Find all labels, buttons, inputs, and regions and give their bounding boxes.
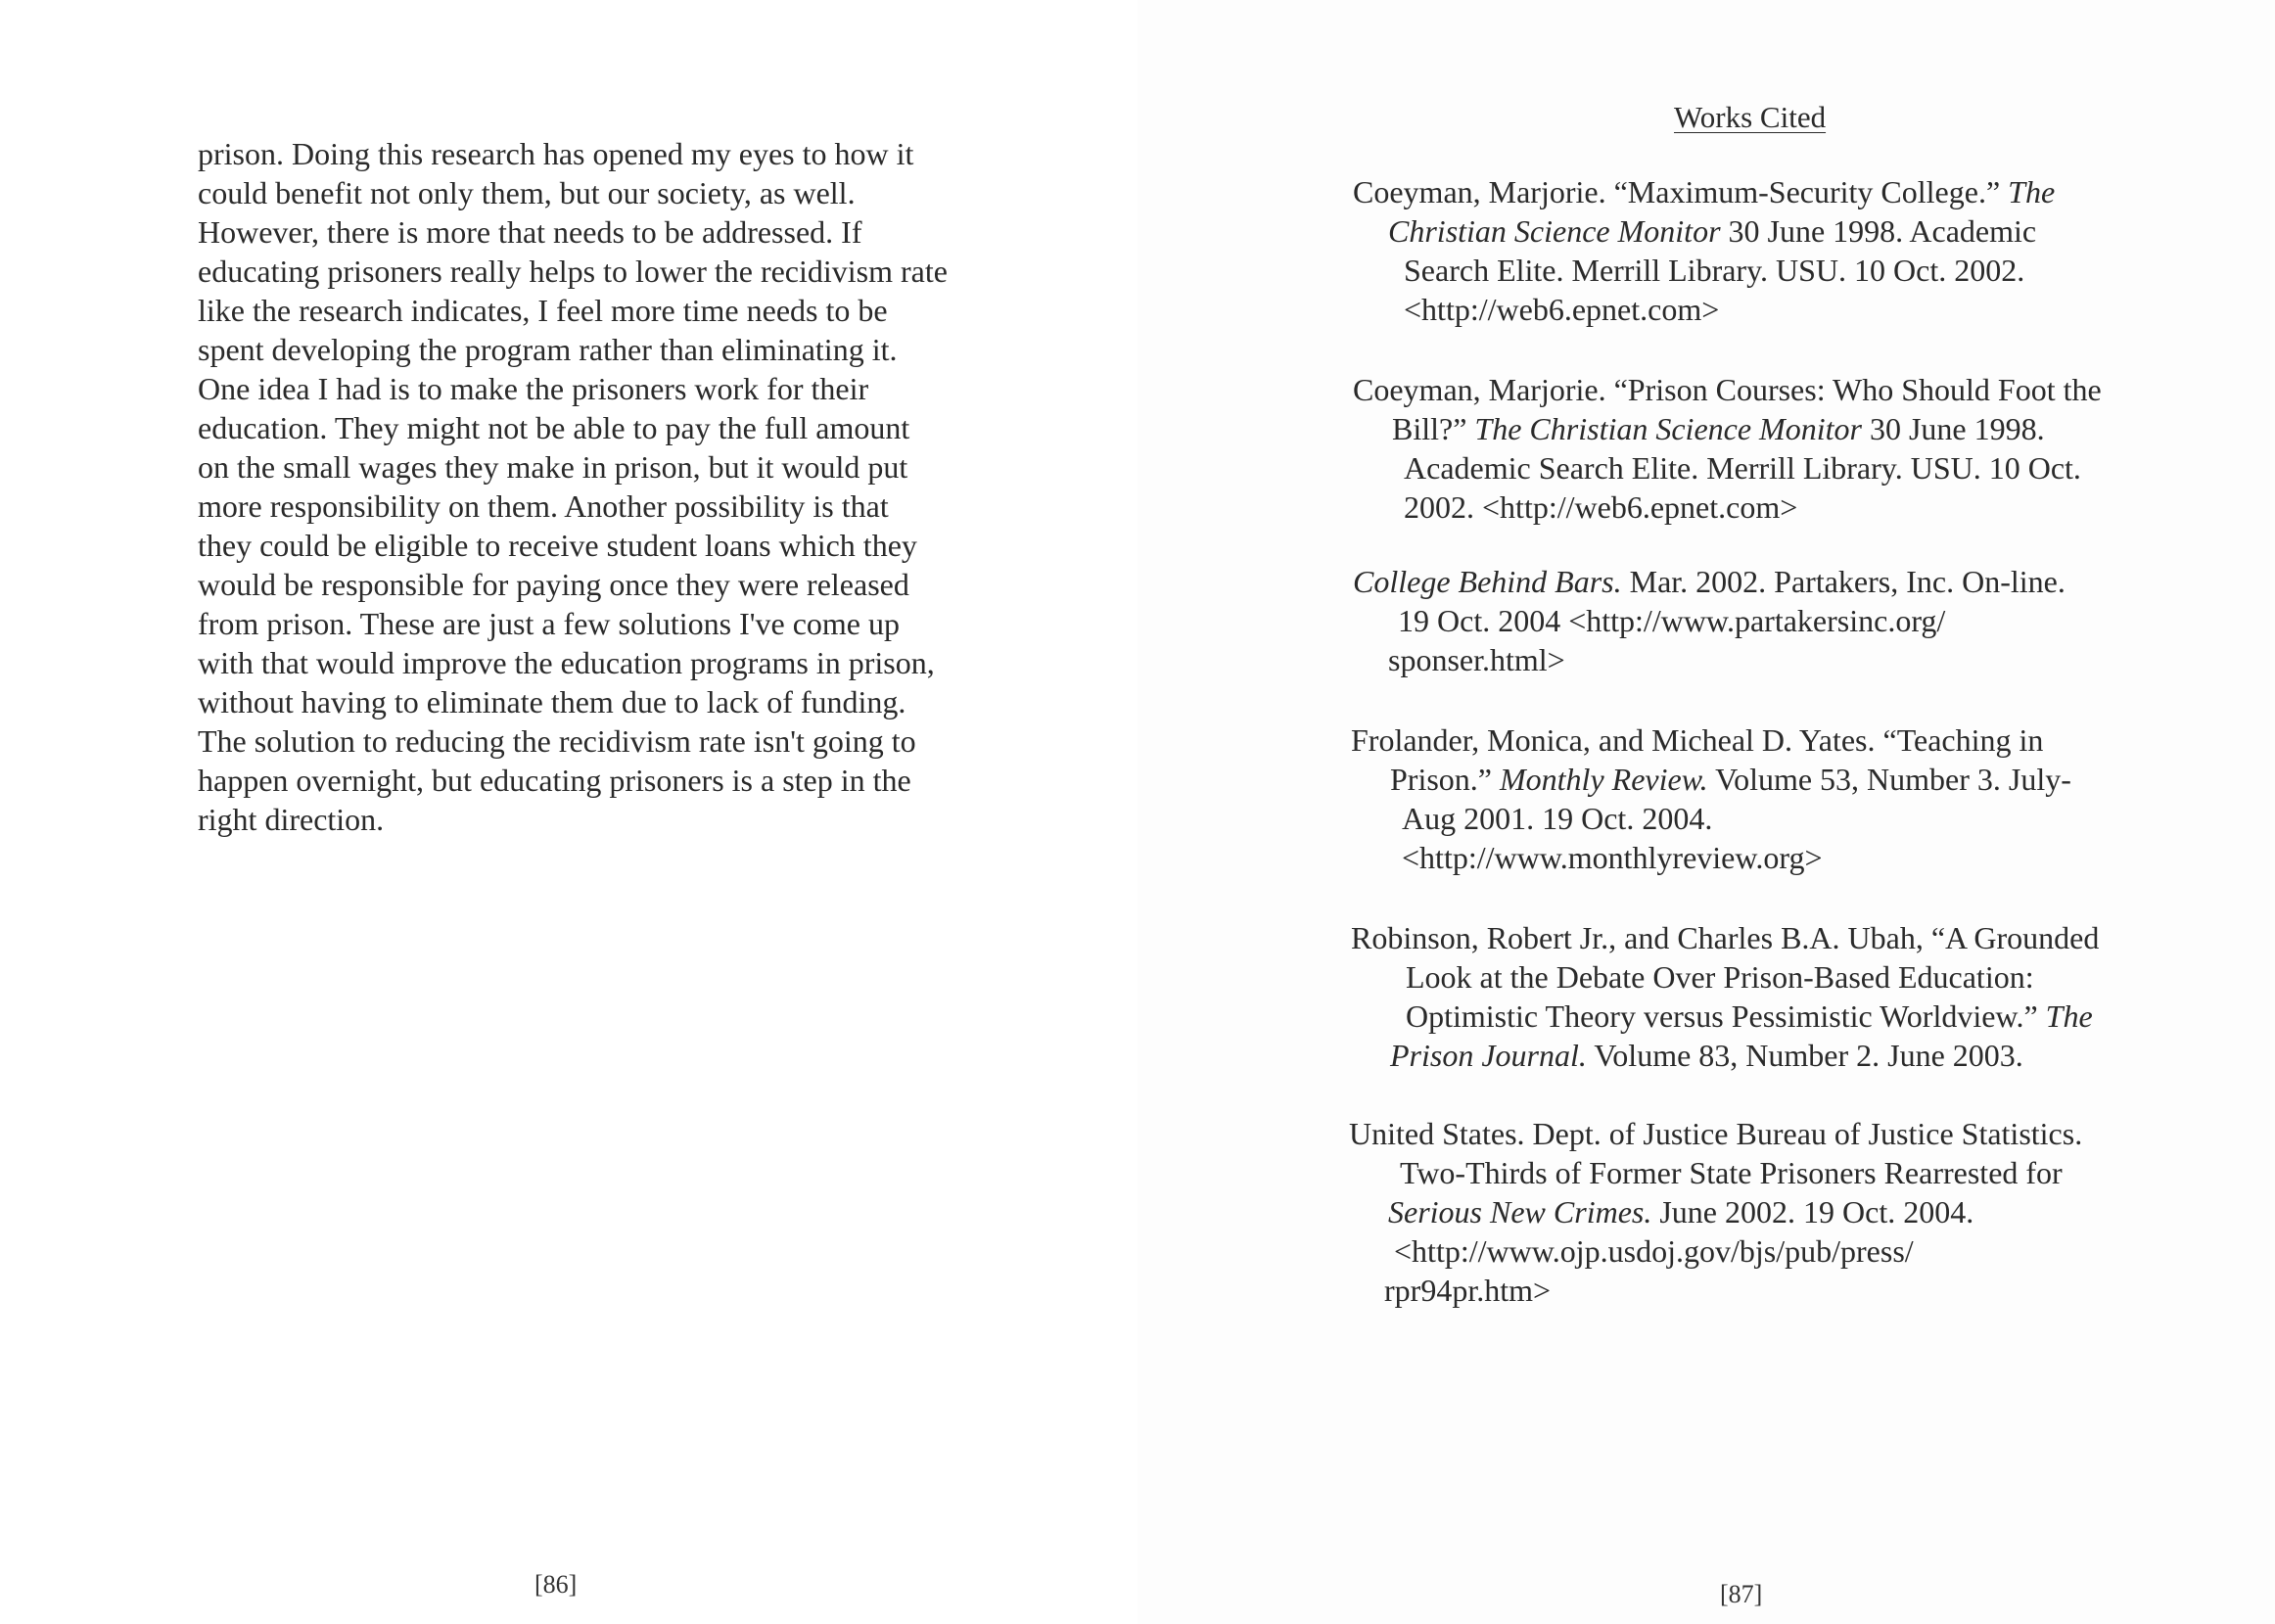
body-line: without having to eliminate them due to lack of funding. [198,684,906,719]
body-line: spent developing the program rather than eliminating it. [198,332,898,367]
citation-entry [1353,562,2066,679]
body-line: more responsibility on them. Another possibility is that [198,488,889,524]
citation-line: <http://web6.epnet.com> [1404,292,1720,327]
citation-line: Christian Science Monitor 30 June 1998. Academic [1388,213,2037,249]
body-line: from prison. These are just a few solutions I've come up [198,606,900,641]
citation-line: Aug 2001. 19 Oct. 2004. [1402,801,1713,836]
citation-line: Bill?” The Christian Science Monitor 30 June 1998. [1392,411,2045,446]
right-page [1138,0,2275,1624]
body-line: education. They might not be able to pay the full amount [198,410,910,445]
citation-line: United States. Dept. of Justice Bureau of Justice Statistics. [1349,1116,2083,1151]
body-line: right direction. [198,802,385,837]
citation-entry [1353,370,2102,527]
body-line: One idea I had is to make the prisoners work for their [198,371,869,406]
citation-line: sponser.html> [1388,642,1565,677]
page-number: [87] [1720,1580,1763,1608]
citation-line: Coeyman, Marjorie. “Maximum-Security College.” The [1353,174,2056,209]
citation-line: Coeyman, Marjorie. “Prison Courses: Who Should Foot the [1353,372,2102,407]
citation-line: Two-Thirds of Former State Prisoners Rearrested for [1400,1155,2063,1190]
citation-line: College Behind Bars. Mar. 2002. Partakers, Inc. On-line. [1353,564,2066,599]
body-line: like the research indicates, I feel more time needs to be [198,293,888,328]
body-line: educating prisoners really helps to lower the recidivism rate [198,254,948,289]
body-line: with that would improve the education programs in prison, [198,645,935,680]
citation-entry [1351,720,2071,877]
citation-line: Optimistic Theory versus Pessimistic Worldview.” The [1406,998,2093,1034]
citation-line: Serious New Crimes. June 2002. 19 Oct. 2004. [1388,1194,1974,1230]
citation-line: 2002. <http://web6.epnet.com> [1404,489,1798,525]
citation-line: Prison.” Monthly Review. Volume 53, Number 3. July- [1390,762,2071,797]
citation-line: Robinson, Robert Jr., and Charles B.A. Ubah, “A Grounded [1351,920,2100,955]
citation-entry [1349,1114,2082,1310]
citation-line: 19 Oct. 2004 <http://www.partakersinc.org/ [1398,603,1946,638]
citation-entry [1353,172,2055,329]
body-paragraph [198,134,981,839]
body-line: could benefit not only them, but our society, as well. [198,175,856,210]
body-line: would be responsible for paying once they were released [198,567,909,602]
citation-line: Search Elite. Merrill Library. USU. 10 Oct. 2002. [1404,253,2025,288]
page-number: [86] [534,1570,578,1599]
citation-line: Academic Search Elite. Merrill Library. USU. 10 Oct. [1404,450,2081,486]
body-line: happen overnight, but educating prisoners is a step in the [198,763,911,798]
body-line: However, there is more that needs to be addressed. If [198,214,862,250]
citation-line: Frolander, Monica, and Micheal D. Yates. “Teaching in [1351,722,2044,758]
works-cited-heading: Works Cited [1674,100,1827,134]
body-line: they could be eligible to receive student loans which they [198,528,917,563]
body-line: The solution to reducing the recidivism rate isn't going to [198,723,916,759]
citation-line: rpr94pr.htm> [1384,1273,1552,1308]
citation-entry [1351,918,2099,1075]
citation-line: <http://www.ojp.usdoj.gov/bjs/pub/press/ [1394,1233,1914,1269]
body-line: on the small wages they make in prison, but it would put [198,449,908,485]
citation-line: <http://www.monthlyreview.org> [1402,840,1823,875]
citation-line: Look at the Debate Over Prison-Based Education: [1406,959,2034,995]
citation-line: Prison Journal. Volume 83, Number 2. June 2003. [1390,1038,2023,1073]
body-line: prison. Doing this research has opened my eyes to how it [198,136,914,171]
